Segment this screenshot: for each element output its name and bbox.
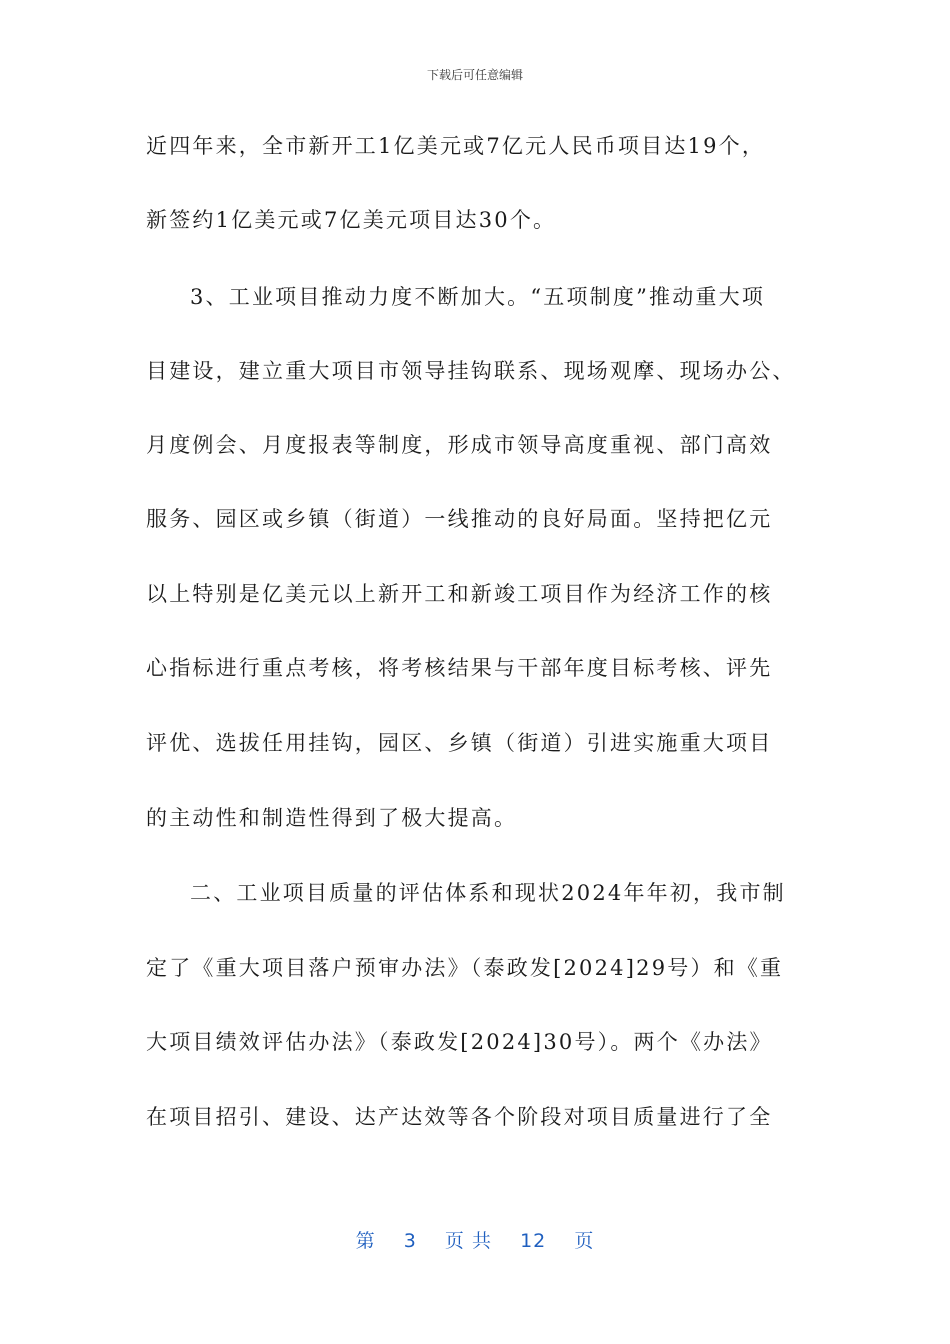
current-page-number: 3 [403,1230,417,1252]
body-line: 月度例会、月度报表等制度，形成市领导高度重视、部门高效 [146,433,773,457]
page-label-suffix: 页 [574,1230,595,1252]
body-line: 大项目绩效评估办法》（泰政发[2024]30号）。两个《办法》 [146,1030,773,1054]
body-line: 心指标进行重点考核，将考核结果与干部年度目标考核、评先 [146,656,773,680]
body-line: 目建设，建立重大项目市领导挂钩联系、现场观摩、现场办公、 [146,359,796,383]
page-footer [0,1226,950,1253]
body-line: 以上特别是亿美元以上新开工和新竣工项目作为经济工作的核 [146,582,773,606]
total-pages-number: 12 [520,1230,547,1252]
page-label-mid: 页 共 [444,1230,492,1252]
header-note: 下载后可任意编辑 [426,68,523,82]
body-line: 近四年来，全市新开工1亿美元或7亿元人民币项目达19个， [146,134,766,158]
body-line: 的主动性和制造性得到了极大提高。 [146,806,518,830]
body-line: 定了《重大项目落户预审办法》（泰政发[2024]29号）和《重 [146,956,784,980]
body-line: 新签约1亿美元或7亿美元项目达30个。 [146,208,557,232]
body-line: 在项目招引、建设、达产达效等各个阶段对项目质量进行了全 [146,1105,773,1129]
body-line: 二、工业项目质量的评估体系和现状2024年年初，我市制 [190,881,786,905]
page-label-prefix: 第 [355,1230,376,1252]
body-line: 评优、选拔任用挂钩，园区、乡镇（街道）引进实施重大项目 [146,731,773,755]
body-line: 服务、园区或乡镇（街道）一线推动的良好局面。坚持把亿元 [146,507,773,531]
body-line: 3、工业项目推动力度不断加大。“五项制度”推动重大项 [190,285,766,309]
